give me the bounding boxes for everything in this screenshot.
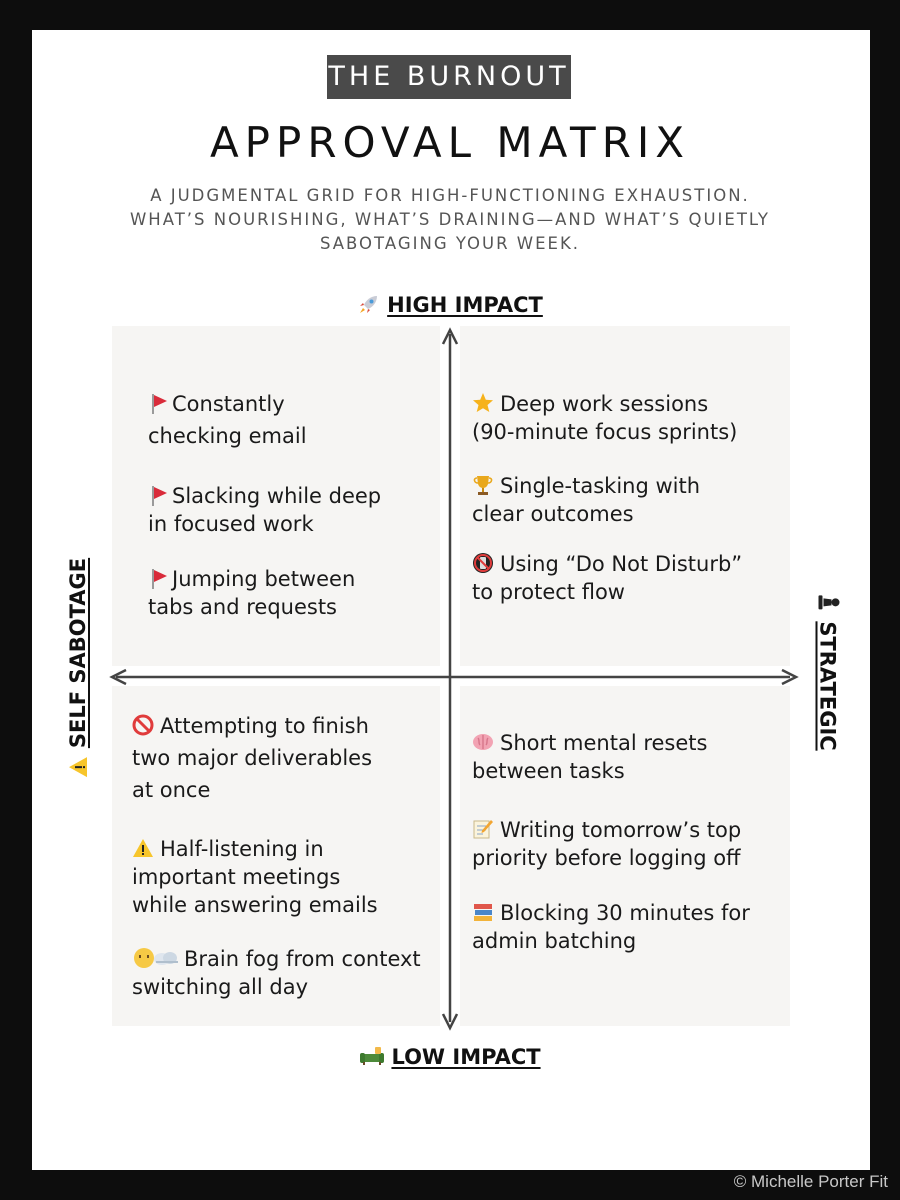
- brain-icon: [472, 729, 494, 757]
- trophy-icon: [472, 472, 494, 500]
- page-title: APPROVAL MATRIX: [209, 118, 691, 167]
- list-item: Half-listening in important meetings while answering emails: [132, 837, 378, 917]
- warning-icon: [132, 835, 154, 863]
- rocket-icon: [357, 292, 381, 317]
- axis-label-low-impact: [0, 1044, 900, 1069]
- list-item: Slacking while deep in focused work: [148, 484, 382, 536]
- red-flag-icon: [150, 486, 164, 504]
- list-item: Jumping between tabs and requests: [148, 567, 356, 619]
- list-item: Attempting to finish two major deliverables at once: [132, 710, 372, 806]
- foggy-face-icon: [132, 945, 180, 973]
- copyright-text: © Michelle Porter Fit: [733, 1172, 888, 1191]
- sofa-icon: [359, 1044, 385, 1069]
- prohibited-icon: [132, 710, 154, 742]
- list-item: Blocking 30 minutes for admin batching: [472, 901, 750, 953]
- chess-pawn-icon: [816, 593, 841, 611]
- axis-label-top-text: HIGH IMPACT: [387, 293, 543, 317]
- memo-icon: [472, 816, 494, 844]
- axis-label-left-text: SELF SABOTAGE: [66, 557, 90, 749]
- axis-label-high-impact: [0, 292, 900, 317]
- red-flag-icon: [150, 394, 164, 412]
- list-item: Writing tomorrow’s top priority before logging off: [472, 818, 742, 870]
- list-item: Short mental resets between tasks: [472, 731, 708, 783]
- red-flag-icon: [150, 569, 164, 587]
- warning-icon: [66, 756, 90, 778]
- star-icon: [472, 390, 494, 418]
- list-item: Deep work sessions (90-minute focus sprints): [472, 392, 738, 444]
- list-item: Brain fog from context switching all day: [132, 947, 421, 999]
- list-item: Using “Do Not Disturb” to protect flow: [472, 552, 743, 604]
- axis-label-right-text: STRATEGIC: [815, 621, 840, 751]
- page-subtitle: A JUDGMENTAL GRID FOR HIGH-FUNCTIONING EXHAUSTION. WHAT’S NOURISHING, WHAT’S DRAINING—AND WHAT’S QUIETLY SABOTAGING YOUR WEEK.: [129, 186, 770, 253]
- axis-label-self-sabotage: [66, 558, 90, 778]
- books-icon: [472, 899, 494, 927]
- no-phone-icon: [472, 550, 494, 578]
- list-item: Constantly checking email: [148, 392, 307, 448]
- list-item: Single-tasking with clear outcomes: [472, 474, 701, 526]
- axis-label-strategic: [816, 593, 841, 750]
- kicker-badge: THE BURNOUT: [327, 55, 571, 99]
- axis-label-bottom-text: LOW IMPACT: [391, 1045, 541, 1069]
